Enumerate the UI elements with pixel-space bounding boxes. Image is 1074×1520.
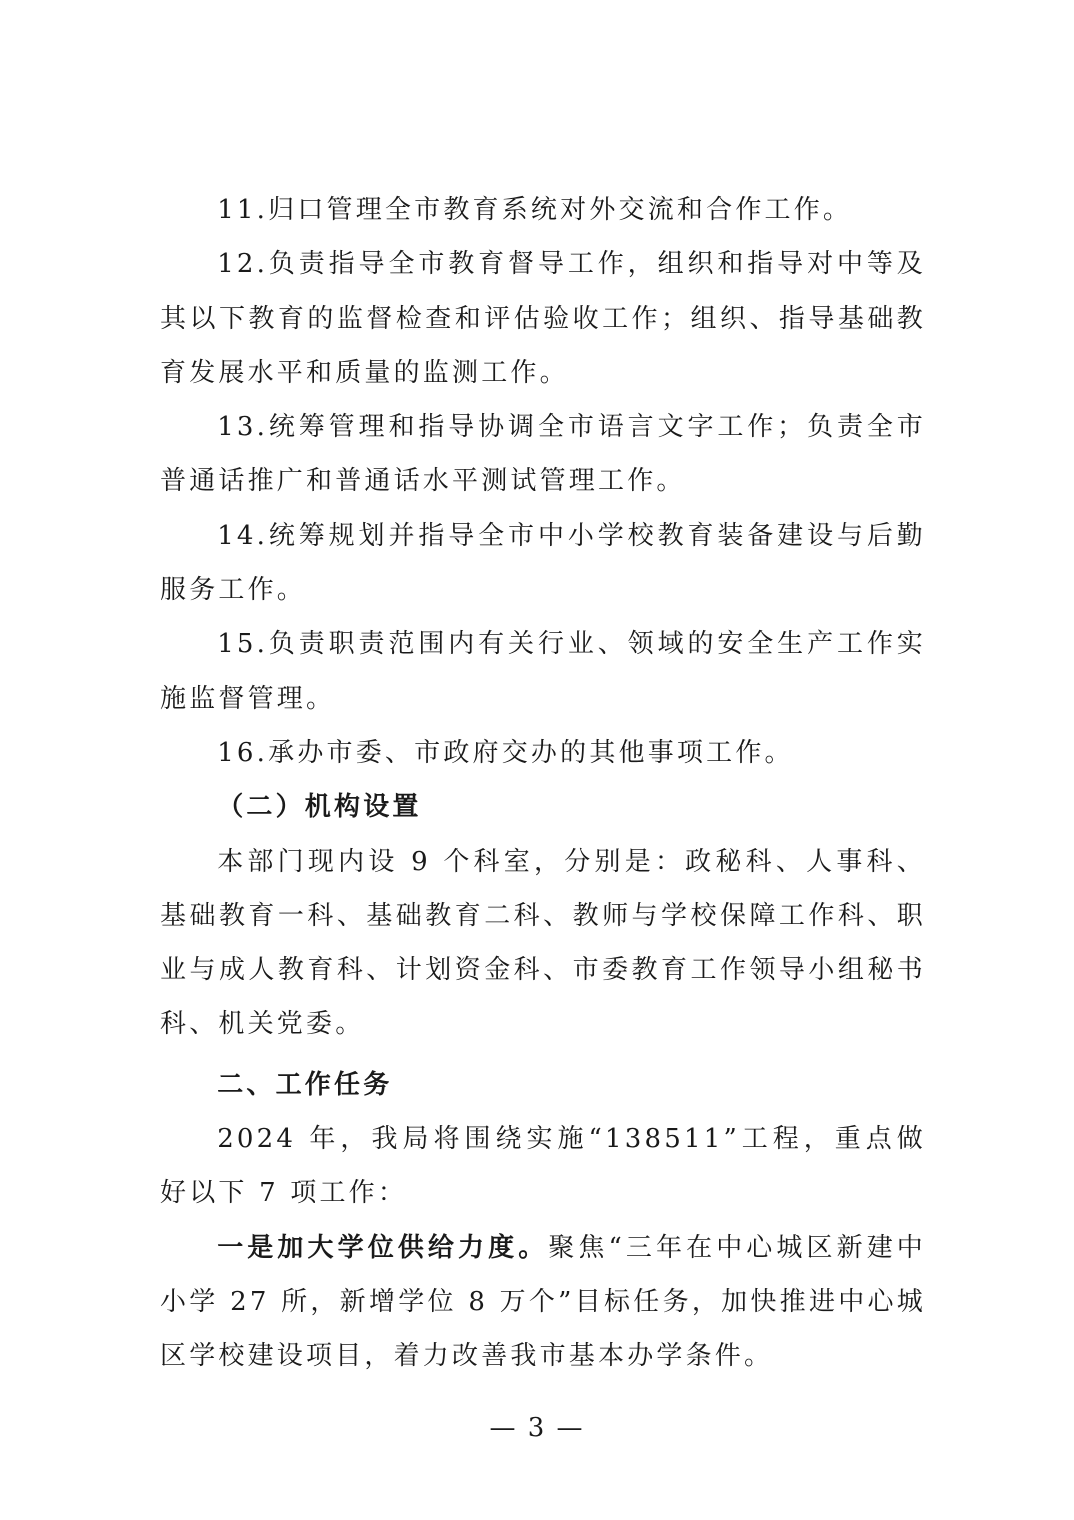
org-section-heading: （二）机构设置 — [217, 792, 422, 823]
duty-item-11: 11.归口管理全市教育系统对外交流和合作工作。 — [217, 195, 853, 225]
duty-item-13: 13.统筹管理和指导协调全市语言文字工作；负责全市普通话推广和普通话水平测试管理工作。 — [160, 412, 926, 497]
duty-item-16: 16.承办市委、市政府交办的其他事项工作。 — [217, 737, 794, 768]
task-item-1 — [160, 1221, 926, 1384]
duty-item-12: 12.负责指导全市教育督导工作，组织和指导对中等及其以下教育的监督检查和评估验收工作；组织、指导基础教育发展水平和质量的监测工作。 — [160, 249, 926, 388]
duty-item-14: 14.统筹规划并指导全市中小学校教育装备建设与后勤服务工作。 — [160, 520, 926, 606]
document-body — [160, 183, 926, 1384]
task-item-1-text: 聚焦“三年在中心城区新建中小学 27 所，新增学位 8 万个”目标任务，加快推进中心城区学校建设项目，着力改善我市基本办学条件。 — [160, 1232, 926, 1372]
org-section-text: 本部门现内设 9 个科室，分别是：政秘科、人事科、基础教育一科、基础教育二科、教师与学校保障工作科、职业与成人教育科、计划资金科、市委教育工作领导小组秘书科、机关党委。 — [160, 846, 926, 1040]
tasks-intro: 2024 年，我局将围绕实施“138511”工程，重点做好以下 7 项工作： — [160, 1124, 926, 1209]
page-number: — 3 — — [489, 1413, 585, 1443]
task-item-1-lead: 一是加大学位供给力度。 — [217, 1232, 549, 1263]
duty-item-15: 15.负责职责范围内有关行业、领域的安全生产工作实施监督管理。 — [160, 629, 926, 714]
tasks-section-heading: 二、工作任务 — [217, 1069, 393, 1100]
